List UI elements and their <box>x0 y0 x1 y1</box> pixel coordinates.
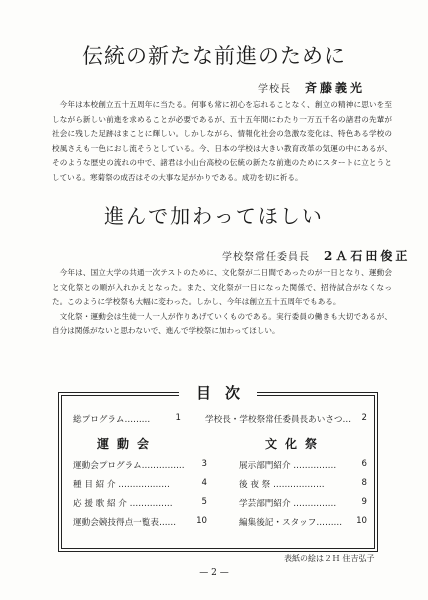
toc-item-exhibits[interactable]: 展示部門紹介 …………… 6 <box>239 459 367 471</box>
article1-title: 伝統の新たな前進のために <box>82 44 346 68</box>
toc-item-sports-program[interactable]: 運動会プログラム…………… 3 <box>73 459 207 471</box>
toc-item-greetings[interactable]: 学校長・学校祭常任委員長あいさつ… 2 <box>205 413 367 425</box>
toc-item-arts[interactable]: 学芸部門紹介 …………… 9 <box>239 497 367 509</box>
toc-culture-heading: 文化祭 <box>265 437 326 451</box>
article2-body <box>52 266 392 339</box>
toc-title: 目次 <box>179 383 257 403</box>
article2-author: 2Ａ石田俊正 <box>324 249 411 263</box>
cover-credit: 表紙の絵は２Ｈ 住吉弘子 <box>284 554 375 563</box>
article1-role: 学校長 <box>258 84 291 95</box>
toc-item-events[interactable]: 種 目 紹 介 ……………… 4 <box>73 478 207 490</box>
article2-role: 学校祭常任委員長 <box>222 252 310 263</box>
page-number: — 2 — <box>199 568 229 578</box>
toc-item-cheer-songs[interactable]: 応 援 歌 紹 介 …………… 5 <box>73 497 207 509</box>
toc-item-editorial[interactable]: 編集後記・スタッフ……… 10 <box>239 516 367 528</box>
article1-paragraph: 今年は本校創立五十五周年に当たる。何事も常に初心を忘れることなく、創立の精神に思いを至しながら新しい前進を求めることが必要であるが、五十五年間にわたり一万五千名の諸君の先輩が社会に残した足跡はまことに輝しい。しかしながら、情報化社会の急激な変化は、特色ある学校の校風さえも一色におし流そうとしている。今、日本の学校は大きい教育改革の気運の中にあるが、そのような歴史の流れの中で、諸君は小山台高校の伝統の新たな前進のためにスタートに立とうとしている。寒菊祭の成否はその大事な足がかりである。成功を切に祈る。 <box>52 100 392 182</box>
toc-sports-heading: 運動会 <box>97 437 158 451</box>
toc-item-general-program[interactable]: 総プログラム……… 1 <box>73 413 181 425</box>
article2-signature <box>222 247 410 264</box>
article1-author: 斉藤義光 <box>305 81 366 95</box>
article2-paragraph: 今年は、国立大学の共通一次テストのために、文化祭が二日間であったのが一日となり、運動会と文化祭との順が入れかえとなった。また、文化祭が一日になった関係で、招待試合がなくなった。このように学校祭も大幅に変わった。しかし、今年は創立五十五周年でもある。 <box>52 268 392 307</box>
article1-signature <box>258 79 365 96</box>
article2-title: 進んで加わってほしい <box>104 204 324 228</box>
toc-item-night-festival[interactable]: 後 夜 祭 ……………… 8 <box>239 478 367 490</box>
table-of-contents <box>58 384 378 552</box>
article1-body <box>52 98 392 186</box>
article2-paragraph: 文化祭・運動会は生徒一人一人が作りあげていくものである。実行委員の働きも大切であるが、自分は関係がないと思わないで、進んで学校祭に加わってほしい。 <box>52 311 392 336</box>
toc-item-scores[interactable]: 運動会競技得点一覧表…… 10 <box>73 516 207 528</box>
